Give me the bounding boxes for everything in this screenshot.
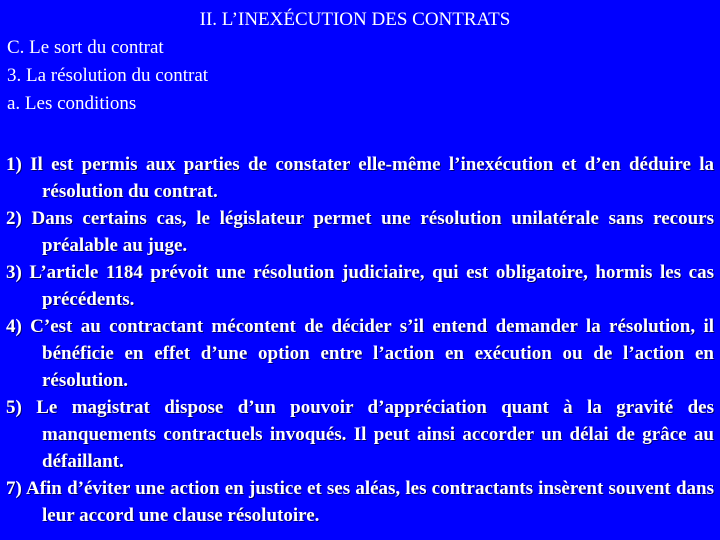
subheading-topic: a. Les conditions [7,93,137,114]
point-item: 5) Le magistrat dispose d’un pouvoir d’appréciation quant à la gravité des manquements contractuels invoqués. Il peut ainsi accorder un délai de grâce au défaillant. [6,397,714,472]
point-item: 7) Afin d’éviter une action en justice et ses aléas, les contractants insèrent souvent dans leur accord une clause résolutoire. [6,478,714,526]
subheading-section: C. Le sort du contrat [7,37,164,58]
point-item: 2) Dans certains cas, le législateur permet une résolution unilatérale sans recours préalable au juge. [6,208,714,256]
point-item: 3) L’article 1184 prévoit une résolution judiciaire, qui est obligatoire, hormis les cas précédents. [6,262,714,310]
point-item: 4) C’est au contractant mécontent de décider s’il entend demander la résolution, il bénéficie en effet d’une option entre l’action en exécution ou de l’action en résolution. [6,316,714,391]
points-list [6,151,714,529]
slide-title: II. L’INEXÉCUTION DES CONTRATS [199,9,511,30]
point-item: 1) Il est permis aux parties de constater elle-même l’inexécution et d’en déduire la résolution du contrat. [6,154,714,202]
subheading-subsection: 3. La résolution du contrat [7,65,209,86]
